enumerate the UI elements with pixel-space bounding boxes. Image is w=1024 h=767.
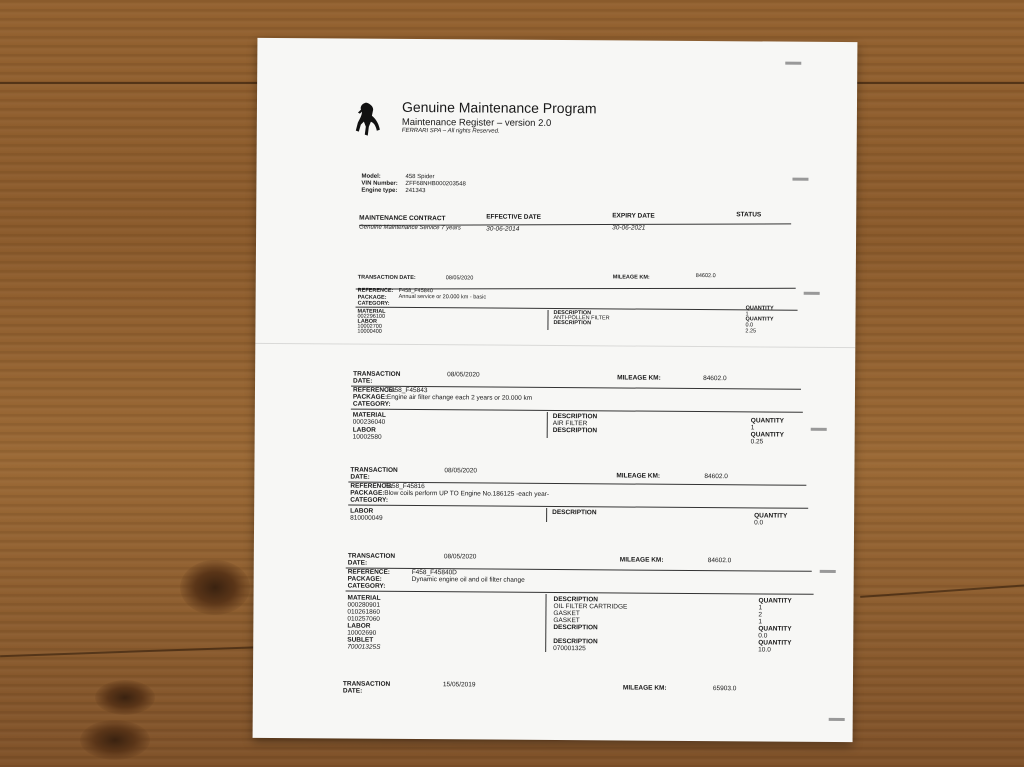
mileage-value: 84602.0 <box>704 473 728 481</box>
labor-label: LABOR <box>350 507 374 515</box>
wood-knot <box>180 560 250 615</box>
package-label: PACKAGE: <box>350 489 385 497</box>
expiry-date-header: EXPIRY DATE <box>612 212 655 220</box>
staple-mark <box>829 718 845 721</box>
prancing-horse-logo <box>352 101 382 139</box>
transaction-date-label: TRANSACTION DATE: <box>353 370 401 385</box>
material-code: 000280901 <box>347 601 381 609</box>
labor-code: 10002690 <box>347 629 377 637</box>
quantity-label: QUANTITY <box>750 417 785 425</box>
document-subtitle: Maintenance Register – version 2.0 <box>401 116 552 129</box>
package-value: Dynamic engine oil and oil filter change <box>411 576 525 584</box>
mileage-label: MILEAGE KM: <box>616 472 661 480</box>
transaction-date-label: TRANSACTION DATE: <box>350 466 398 481</box>
quantity-value: 0.0 <box>758 632 768 640</box>
package-label: PACKAGE: <box>352 393 388 401</box>
mileage-value: 84602.0 <box>703 375 727 383</box>
material-code: 002296100 <box>357 313 386 320</box>
column-divider <box>545 594 546 652</box>
staple-mark <box>792 178 808 181</box>
labor-label: LABOR <box>347 622 371 630</box>
mileage-label: MILEAGE KM: <box>619 556 664 564</box>
mileage-label: MILEAGE KM: <box>612 274 650 281</box>
sublet-label: SUBLET <box>347 636 374 644</box>
engine-label: Engine type: <box>361 187 398 194</box>
quantity-value: 2.25 <box>745 328 757 335</box>
model-value: 458 Spider <box>405 173 435 181</box>
labor-code: 810000049 <box>350 514 383 522</box>
reference-label: REFERENCE: <box>357 287 394 294</box>
description-label: DESCRIPTION <box>552 426 598 435</box>
quantity-label: QUANTITY <box>758 625 792 633</box>
reference-value: F458_F45816 <box>384 482 425 491</box>
description-value: GASKET <box>553 609 580 618</box>
sublet-code: 70001325S <box>347 643 381 651</box>
transaction-date-label: TRANSACTION DATE: <box>357 274 416 282</box>
description-label: DESCRIPTION <box>552 508 597 517</box>
description-value: AIR FILTER <box>552 419 588 428</box>
staple-mark <box>811 428 827 431</box>
contract-header: MAINTENANCE CONTRACT <box>359 214 446 223</box>
description-label: DESCRIPTION <box>553 595 598 604</box>
quantity-value: 1 <box>750 424 755 432</box>
transaction-date: 08/05/2020 <box>445 275 474 282</box>
quantity-label: QUANTITY <box>750 431 784 439</box>
item-rule <box>348 505 808 509</box>
vin-value: ZFF68NHB000203548 <box>405 180 466 188</box>
reference-value: F458_F45840D <box>411 569 457 577</box>
package-value: Annual service or 20.000 km - basic <box>398 293 487 301</box>
quantity-value: 1 <box>758 604 763 612</box>
transaction-5 <box>253 680 853 695</box>
quantity-value: 0.0 <box>745 322 754 329</box>
quantity-value: 1 <box>745 311 749 318</box>
quantity-label: QUANTITY <box>745 305 774 312</box>
paper-fold <box>255 343 855 348</box>
package-label: PACKAGE: <box>347 575 382 583</box>
effective-date: 30-06-2014 <box>486 225 520 233</box>
copyright-text: FERRARI SPA – All rights Reserved. <box>401 127 500 135</box>
quantity-label: QUANTITY <box>758 597 792 605</box>
quantity-value: 0.25 <box>750 438 764 446</box>
description-value: OIL FILTER CARTRIDGE <box>553 602 628 611</box>
transaction-date: 08/05/2020 <box>444 467 478 475</box>
quantity-label: QUANTITY <box>758 639 792 647</box>
category-label: CATEGORY: <box>352 400 391 408</box>
transaction-4 <box>254 552 854 654</box>
package-label: PACKAGE: <box>357 294 387 301</box>
material-code: 010257060 <box>347 615 380 623</box>
mileage-value: 65903.0 <box>712 685 737 693</box>
expiry-date: 30-06-2021 <box>612 224 646 232</box>
material-label: MATERIAL <box>347 594 381 602</box>
transaction-1 <box>256 272 856 335</box>
transaction-date: 08/05/2020 <box>443 553 477 561</box>
wood-plank-line <box>860 584 1024 598</box>
vehicle-info <box>361 174 466 196</box>
mileage-label: MILEAGE KM: <box>622 684 667 692</box>
description-value: ANTI-POLLEN FILTER <box>553 314 610 322</box>
reference-label: REFERENCE: <box>352 386 396 394</box>
quantity-value: 2 <box>758 611 763 619</box>
staple-mark <box>820 570 836 573</box>
description-label: DESCRIPTION <box>552 412 598 421</box>
reference-label: REFERENCE: <box>350 482 393 490</box>
material-label: MATERIAL <box>357 308 386 315</box>
effective-date-header: EFFECTIVE DATE <box>486 213 542 221</box>
quantity-label: QUANTITY <box>745 316 774 323</box>
engine-value: 241343 <box>405 187 426 195</box>
package-value: Blow coils perform UP TO Engine No.186125 -each year- <box>384 489 550 498</box>
labor-label: LABOR <box>357 318 378 325</box>
description-label: DESCRIPTION <box>553 637 598 646</box>
vin-label: VIN Number: <box>361 180 398 187</box>
mileage-label: MILEAGE KM: <box>617 374 661 382</box>
reference-value: F458_F45840 <box>398 287 433 295</box>
mileage-value: 84602.0 <box>695 272 716 280</box>
staple-mark <box>804 292 820 295</box>
category-label: CATEGORY: <box>347 582 386 590</box>
transaction-date-label: TRANSACTION DATE: <box>347 552 396 567</box>
transaction-date-label: TRANSACTION DATE: <box>342 680 391 695</box>
transaction-date: 15/05/2019 <box>442 681 476 689</box>
item-rule <box>351 409 803 413</box>
reference-label: REFERENCE: <box>347 568 391 576</box>
material-code: 010261860 <box>347 608 381 616</box>
quantity-value: 1 <box>758 618 763 626</box>
transaction-date: 08/05/2020 <box>447 371 480 379</box>
description-value: GASKET <box>553 616 580 625</box>
status-header: STATUS <box>736 211 762 219</box>
labor-code-2: 10000400 <box>357 328 382 335</box>
quantity-value: 0.0 <box>754 519 764 527</box>
sublet-description: 070001325 <box>553 644 586 653</box>
column-divider <box>547 310 548 330</box>
category-label: CATEGORY: <box>350 496 389 504</box>
wood-knot <box>95 680 155 715</box>
column-divider <box>546 508 547 522</box>
staple-mark <box>785 62 801 65</box>
labor-label: LABOR <box>352 426 376 434</box>
reference-value: F458_F45843 <box>386 386 428 395</box>
quantity-value: 10.0 <box>758 646 771 654</box>
description-label: DESCRIPTION <box>553 319 592 327</box>
mileage-value: 84602.0 <box>707 557 732 565</box>
model-label: Model: <box>361 173 381 180</box>
wood-knot <box>80 720 150 760</box>
document-title: Genuine Maintenance Program <box>401 98 597 117</box>
package-value: Engine air filter change each 2 years or 20.000 km <box>386 393 533 402</box>
column-divider <box>547 412 548 438</box>
transaction-3 <box>254 466 854 527</box>
description-label: DESCRIPTION <box>553 309 592 317</box>
category-label: CATEGORY: <box>357 300 390 307</box>
quantity-label: QUANTITY <box>754 512 788 520</box>
item-rule <box>346 591 814 595</box>
maintenance-document <box>253 38 858 742</box>
transaction-2 <box>255 370 855 446</box>
labor-code: 10002580 <box>352 433 382 441</box>
contract-name: Genuine Maintenance Service 7 years <box>359 224 461 232</box>
material-label: MATERIAL <box>352 411 386 419</box>
labor-code: 10002700 <box>357 323 382 330</box>
description-label: DESCRIPTION <box>553 623 598 632</box>
material-code: 000236040 <box>352 418 386 426</box>
